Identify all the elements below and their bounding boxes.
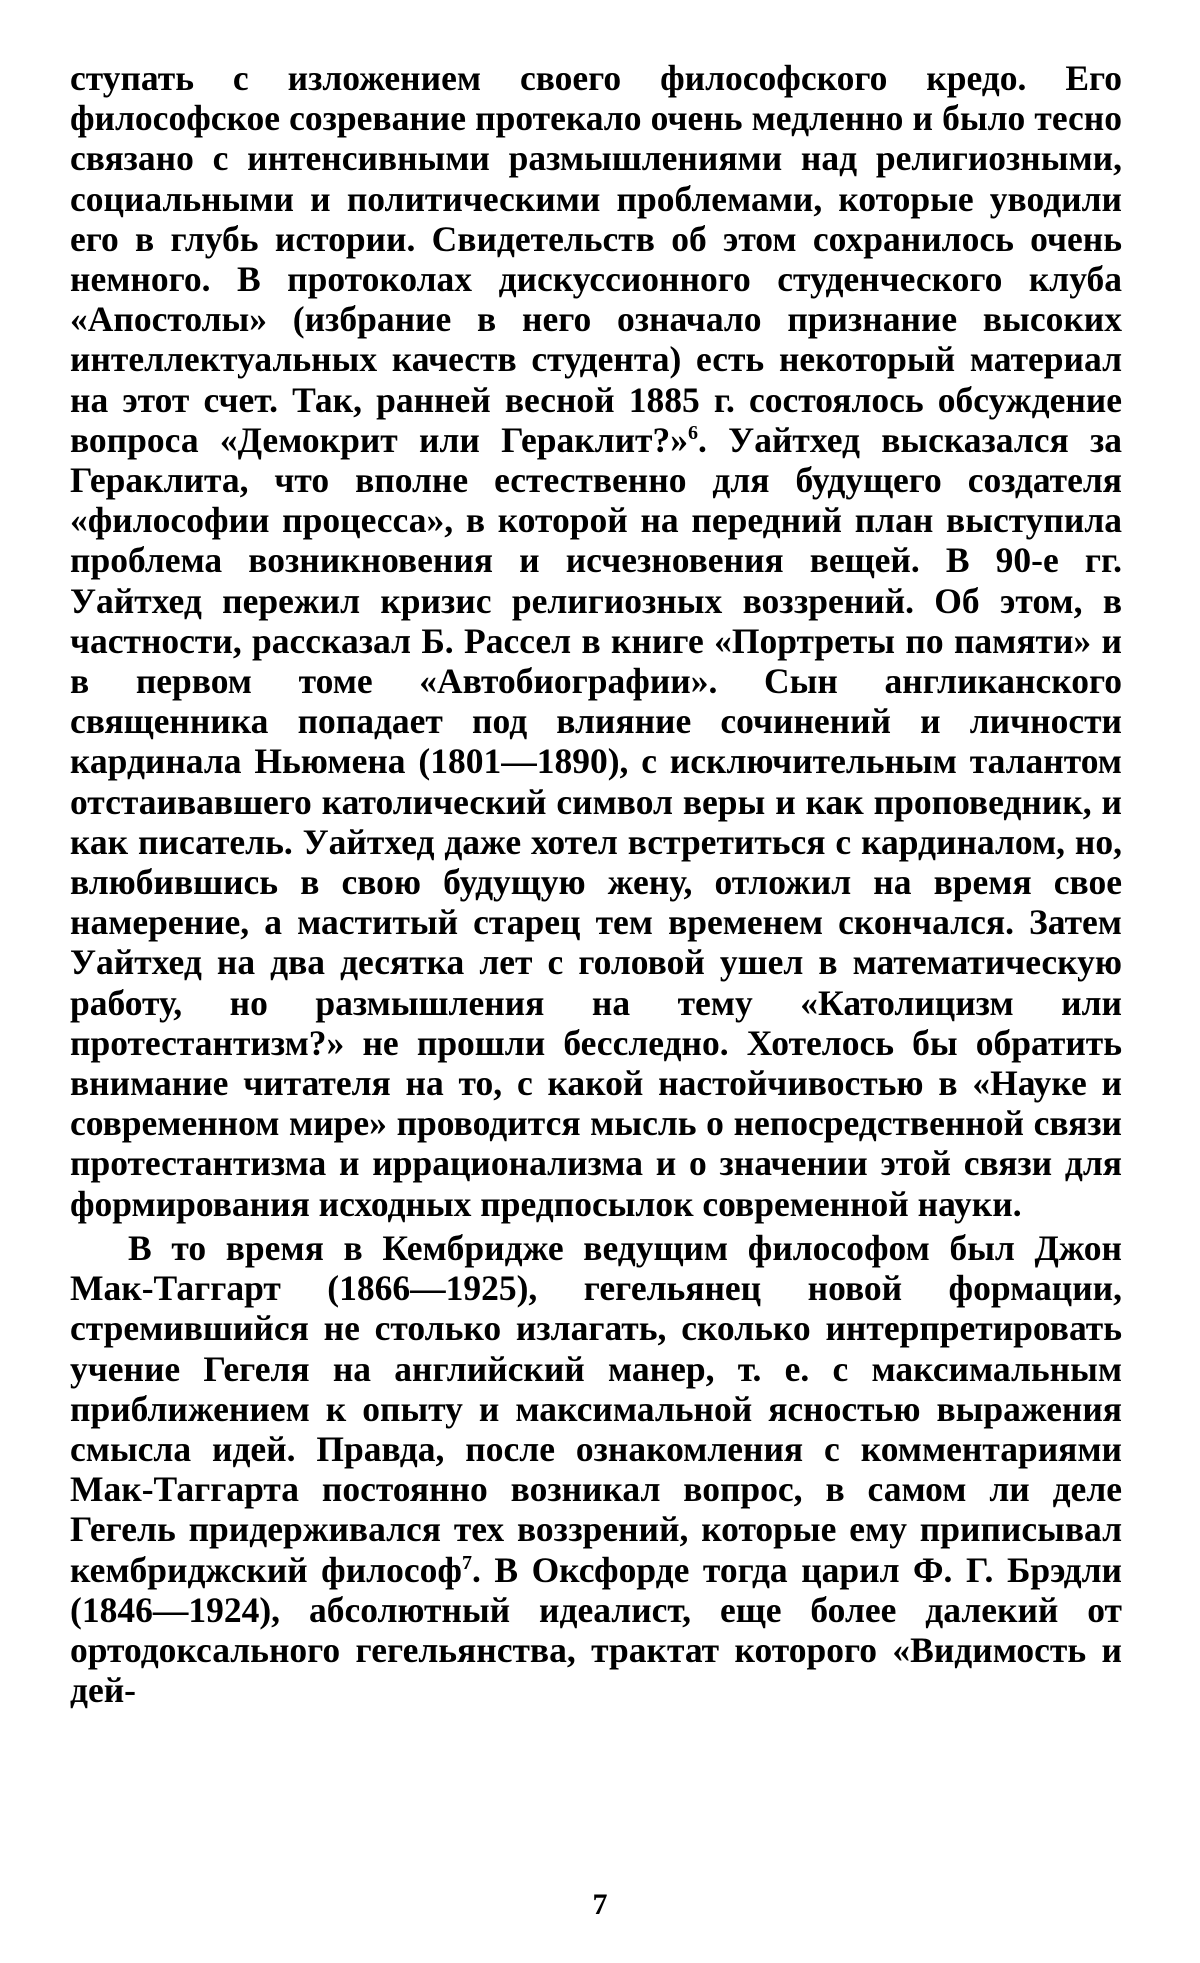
page-number: 7 [592, 1888, 608, 1921]
footnote-mark: 7 [461, 1551, 472, 1574]
paragraph [70, 1228, 1122, 1710]
paragraph-text: . Уайтхед высказался за Гераклита, что вполне естественно для будущего создателя «философии процесса», в которой на передний план выступила проблема возникновения и исчезновения вещей. В 90-е гг. Уайтхед пережил кризис религиозных воззрений. Об этом, в частности, рассказал Б. Рассел в книге «Портреты по памяти» и в первом томе «Автобиографии». Сын англиканского священника попадает под влияние сочинений и личности кардинала Ньюмена (1801—1890), с исключительным талантом отстаивавшего католический символ веры и как проповедник, и как писатель. Уайтхед даже хотел встретиться с кардиналом, но, влюбившись в свою будущую жену, отложил на время свое намерение, а маститый старец тем временем скончался. Затем Уайтхед на два десятка лет с головой ушел в математическую работу, но размышления на тему «Католицизм или протестантизм?» не прошли бесследно. Хотелось бы обратить внимание читателя на то, с какой настойчивостью в «Науке и современном мире» проводится мысль о непосредственной связи протестантизма и иррационализма и о значении этой связи для формирования исходных предпосылок современной науки. [70, 419, 1123, 1224]
page-text [70, 58, 1122, 1710]
footnote-mark: 6 [688, 422, 698, 444]
paragraph-text: . В Оксфорде тогда царил Ф. Г. Брэдли (1846—1924), абсолютный идеалист, еще более далекий от ортодоксального гегельянства, трактат которого «Видимость и дей- [70, 1549, 1123, 1711]
paragraph-text: В то время в Кембридже ведущим философом был Джон Мак-Таггарт (1866—1925), гегельянец новой формации, стремившийся не столько излагать, сколько интерпретировать учение Гегеля на английский манер, т. е. с максимальным приближением к опыту и максимальной ясностью выражения смысла идей. Правда, после ознакомления с комментариями Мак-Таггарта постоянно возникал вопрос, в самом ли деле Гегель придерживался тех воззрений, которые ему приписывал кембриджский философ [70, 1227, 1122, 1590]
paragraph-text: ступать с изложением своего философского кредо. Его философское созревание протекало очень медленно и было тесно связано с интенсивными размышлениями над религиозными, социальными и политическими проблемами, которые уводили его в глубь истории. Свидетельств об этом сохранилось очень немного. В протоколах дискуссионного студенческого клуба «Апостолы» (избрание в него означало признание высоких интеллектуальных качеств студента) есть некоторый материал на этот счет. Так, ранней весной 1885 г. состоялось обсуждение вопроса «Демокрит или Гераклит?» [70, 58, 1122, 460]
paragraph [70, 58, 1122, 1224]
